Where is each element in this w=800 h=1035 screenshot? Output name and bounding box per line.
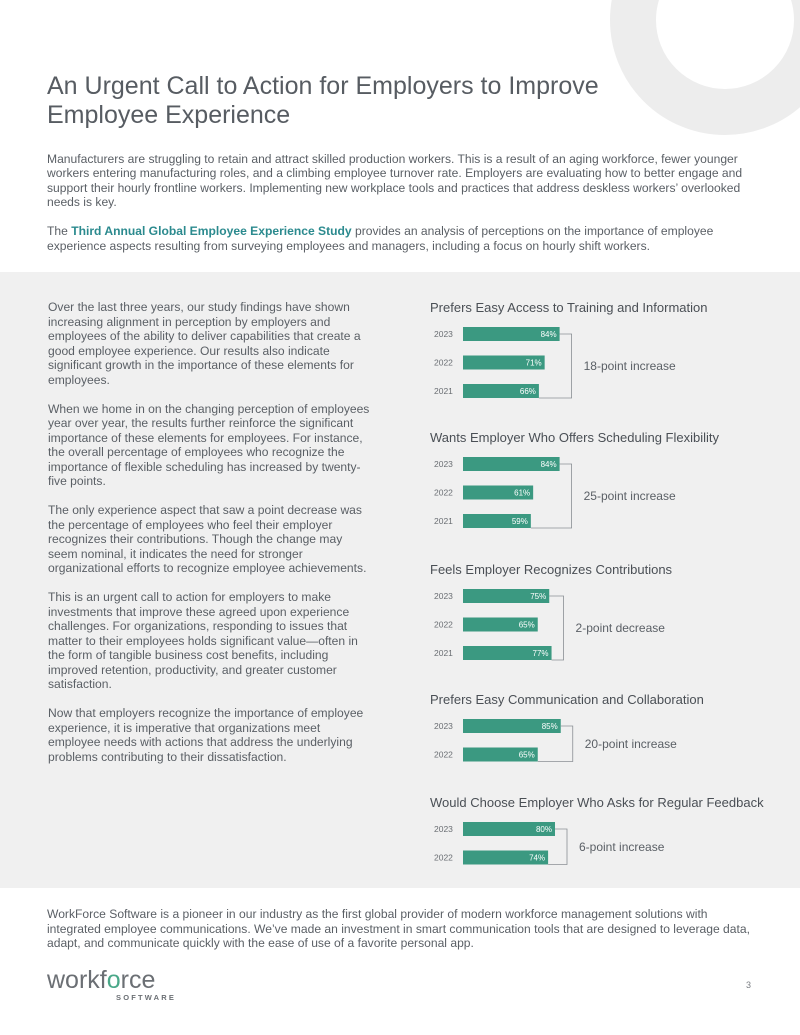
year-tick-label: 2022 [434,357,453,368]
bar-value-label: 74% [529,853,546,863]
year-tick-label: 2023 [434,329,453,339]
bar-value-label: 75% [530,592,547,601]
study-name-link[interactable]: Third Annual Global Employee Experience Study [71,224,352,239]
bar-value-label: 59% [511,517,528,526]
year-tick-label: 2023 [434,459,453,469]
chart-title: Prefers Easy Access to Training and Information [430,300,708,315]
year-tick-label: 2022 [434,852,453,863]
company-description: WorkForce Software is a pioneer in our industry as the first global provider of modern workforce management solutions with integrated employee communications. We’ve made an investment in smart communication tools that are designed to leverage data, adapt, and communicate quickly with the ease of use of a favorite personal app. [47,907,750,950]
page-title-line-2: Employee Experience [47,101,291,129]
chart-title: Prefers Easy Communication and Collaboration [430,692,704,707]
findings-paragraph-1: Over the last three years, our study findings have shown increasing alignment in perception by employers and employees of the ability to deliver capabilities that create a good employee experience. Our results also indicate significant growth in the importance of these elements for employees. [48,300,361,387]
page-title-line-1: An Urgent Call to Action for Employers to Improve [47,72,599,100]
year-tick-label: 2021 [434,386,453,396]
year-tick-label: 2021 [434,648,453,658]
findings-paragraph-2: When we home in on the changing perception of employees year over year, the results further reinforce the significant importance of these elements for employees. For instance, the overall percentage of employees who recognize the importance of flexible scheduling has increased by twenty-five points. [48,401,370,488]
year-tick-label: 2023 [434,721,453,731]
bar-value-label: 65% [518,620,535,630]
bar-value-label: 80% [535,825,552,834]
year-tick-label: 2023 [434,824,453,834]
change-bracket [531,464,572,528]
year-tick-label: 2022 [434,749,453,760]
intro-paragraph-2-suffix: provides an analysis of perceptions on the importance of employee experience aspects resulting from surveying employees and managers, including a focus on hourly shift workers. [47,224,714,253]
findings-paragraph-5: Now that employers recognize the importance of employee experience, it is imperative that organizations meet employee needs with actions that address the underlying problems contributing to their dissatisfaction. [48,706,364,764]
year-tick-label: 2021 [434,516,453,526]
change-annotation: 2-point decrease [575,621,665,635]
findings-paragraph-3: The only experience aspect that saw a point decrease was the percentage of employees who feel their employer recognizes their contributions. Though the change may seem nominal, it indicates the need for stronger organizational efforts to recognize employee achievements. [48,503,367,575]
logo-subtitle: SOFTWARE [116,993,177,1002]
chart-title: Would Choose Employer Who Asks for Regular Feedback [430,795,764,810]
workforce-software-logo [46,965,186,1005]
page-number: 3 [746,980,752,990]
change-annotation: 25-point increase [583,489,676,503]
bar-value-label: 66% [519,387,536,396]
change-annotation: 18-point increase [583,359,676,373]
year-tick-label: 2023 [434,591,453,601]
logo-wordmark: workforce [47,966,156,994]
chart-title: Wants Employer Who Offers Scheduling Flexibility [430,430,719,445]
bar-value-label: 84% [540,330,557,339]
bar-value-label: 61% [514,488,531,498]
year-tick-label: 2022 [434,619,453,630]
year-tick-label: 2022 [434,487,453,498]
change-annotation: 20-point increase [584,736,677,751]
intro-paragraph-1: Manufacturers are struggling to retain and attract skilled production workers. This is a result of an aging workforce, fewer younger workers entering manufacturing roles, and a climbing employee turnover rate. Employers are evaluating how to better engage and support their hourly frontline workers. Implementing new workplace tools and practices that address deskless workers’ overlooked needs is key. [47,152,743,210]
intro-paragraph-2-prefix: The [47,224,72,239]
chart-title: Feels Employer Recognizes Contributions [430,562,673,577]
bar-value-label: 77% [532,649,549,658]
bar-value-label: 84% [540,460,557,469]
bar-value-label: 85% [541,722,558,731]
bar-value-label: 71% [525,358,542,368]
bar-value-label: 65% [518,750,535,760]
findings-paragraph-4: This is an urgent call to action for employers to make investments that improve these agreed upon experience challenges. For organizations, responding to issues that matter to their employees holds significant value—often in the form of tangible business cost benefits, including improved retention, productivity, and greater customer satisfaction. [48,590,358,691]
change-annotation: 6-point increase [579,839,665,854]
